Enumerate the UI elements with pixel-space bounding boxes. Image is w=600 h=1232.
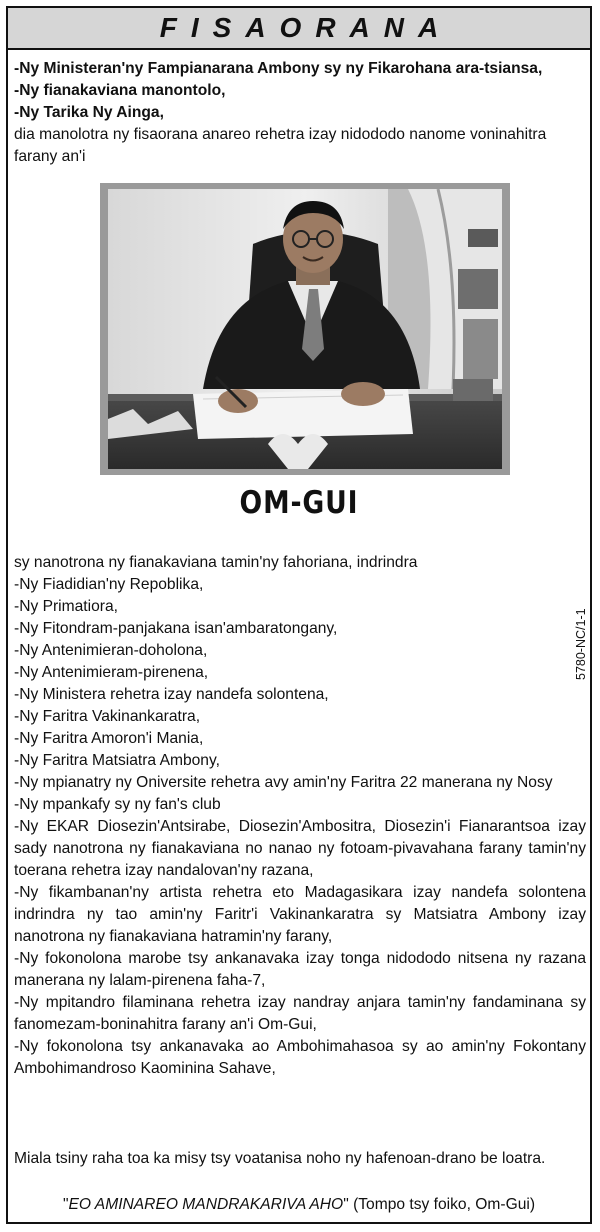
list-item: -Ny Ministera rehetra izay nandefa solontena,: [14, 686, 329, 703]
list-paragraph: -Ny mpitandro filaminana rehetra izay nandray anjara tamin'ny fandaminana sy fanomezam-boninahitra farany an'i Om-Gui,: [14, 994, 586, 1033]
notice-frame: [6, 6, 592, 1224]
portrait-frame: [100, 183, 510, 475]
intro-text: dia manolotra ny fisaorana anareo rehetra izay nidododo nanome voninahitra farany an'i: [14, 126, 547, 165]
list-paragraph: -Ny fikambanan'ny artista rehetra eto Madagasikara izay nandefa solontena indrindra ny tao amin'ny Faritr'i Vakinankaratra sy Matsiatra Ambony izay nanotrona ny fianakaviana hatramin'ny farany,: [14, 884, 586, 945]
list-item: -Ny Primatiora,: [14, 598, 118, 615]
list-paragraph: -Ny fokonolona marobe tsy ankanavaka izay tonga nidododo nitsena ny razana manerana ny lalam-pirenena faha-7,: [14, 950, 586, 989]
title-bar: [8, 8, 590, 50]
intro-line-family: -Ny fianakaviana manontolo,: [14, 82, 226, 99]
list-item: -Ny Faritra Matsiatra Ambony,: [14, 752, 220, 769]
motto-quote-close: ": [343, 1196, 349, 1213]
list-item: -Ny mpankafy sy ny fan's club: [14, 796, 221, 813]
intro-line-ministry: -Ny Ministeran'ny Fampianarana Ambony sy ny Fikarohana ara-tsiansa,: [14, 60, 543, 77]
list-item: -Ny Fiadidian'ny Repoblika,: [14, 576, 204, 593]
list-item: -Ny Antenimieram-pirenena,: [14, 664, 209, 681]
list-item: -Ny Antenimieran-doholona,: [14, 642, 208, 659]
list-item: -Ny mpianatry ny Oniversite rehetra avy amin'ny Faritra 22 manerana ny Nosy: [14, 774, 553, 791]
list-lead: sy nanotrona ny fianakaviana tamin'ny fahoriana, indrindra: [14, 554, 418, 571]
list-item: -Ny Fitondram-panjakana isan'ambaratongany,: [14, 620, 338, 637]
list-item: -Ny Faritra Amoron'i Mania,: [14, 730, 204, 747]
motto-quote: EO AMINAREO MANDRAKARIVA AHO: [68, 1196, 344, 1213]
reference-code: 5780-NC/1-1: [574, 608, 588, 680]
motto-quote-open: ": [62, 1196, 69, 1213]
notice-title: FISAORANA: [159, 12, 453, 43]
intro-line-band: -Ny Tarika Ny Ainga,: [14, 104, 164, 121]
intro-section: [14, 58, 586, 168]
portrait-photo: [108, 189, 502, 469]
portrait-illustration: [108, 189, 502, 469]
list-paragraph: -Ny fokonolona tsy ankanavaka ao Ambohimahasoa sy ao amin'ny Fokontany Ambohimandroso Kaominina Sahave,: [14, 1038, 586, 1077]
motto-line: [8, 1194, 590, 1216]
deceased-name: OM-GUI: [239, 485, 359, 521]
list-paragraph: -Ny EKAR Diosezin'Antsirabe, Diosezin'Ambositra, Diosezin'i Fianarantsoa izay sady nanotrona ny fianakaviana no nanao ny fotoam-pivavahana farany tamin'ny toerana rehetra izay nandalovan'ny razana,: [14, 818, 586, 879]
list-item: -Ny Faritra Vakinankaratra,: [14, 708, 201, 725]
closing-apology: Miala tsiny raha toa ka misy tsy voatanisa noho ny hafenoan-drano be loatra.: [14, 1150, 546, 1167]
motto-attribution: (Tompo tsy foiko, Om-Gui): [348, 1196, 536, 1213]
thanks-list: [14, 552, 586, 1080]
